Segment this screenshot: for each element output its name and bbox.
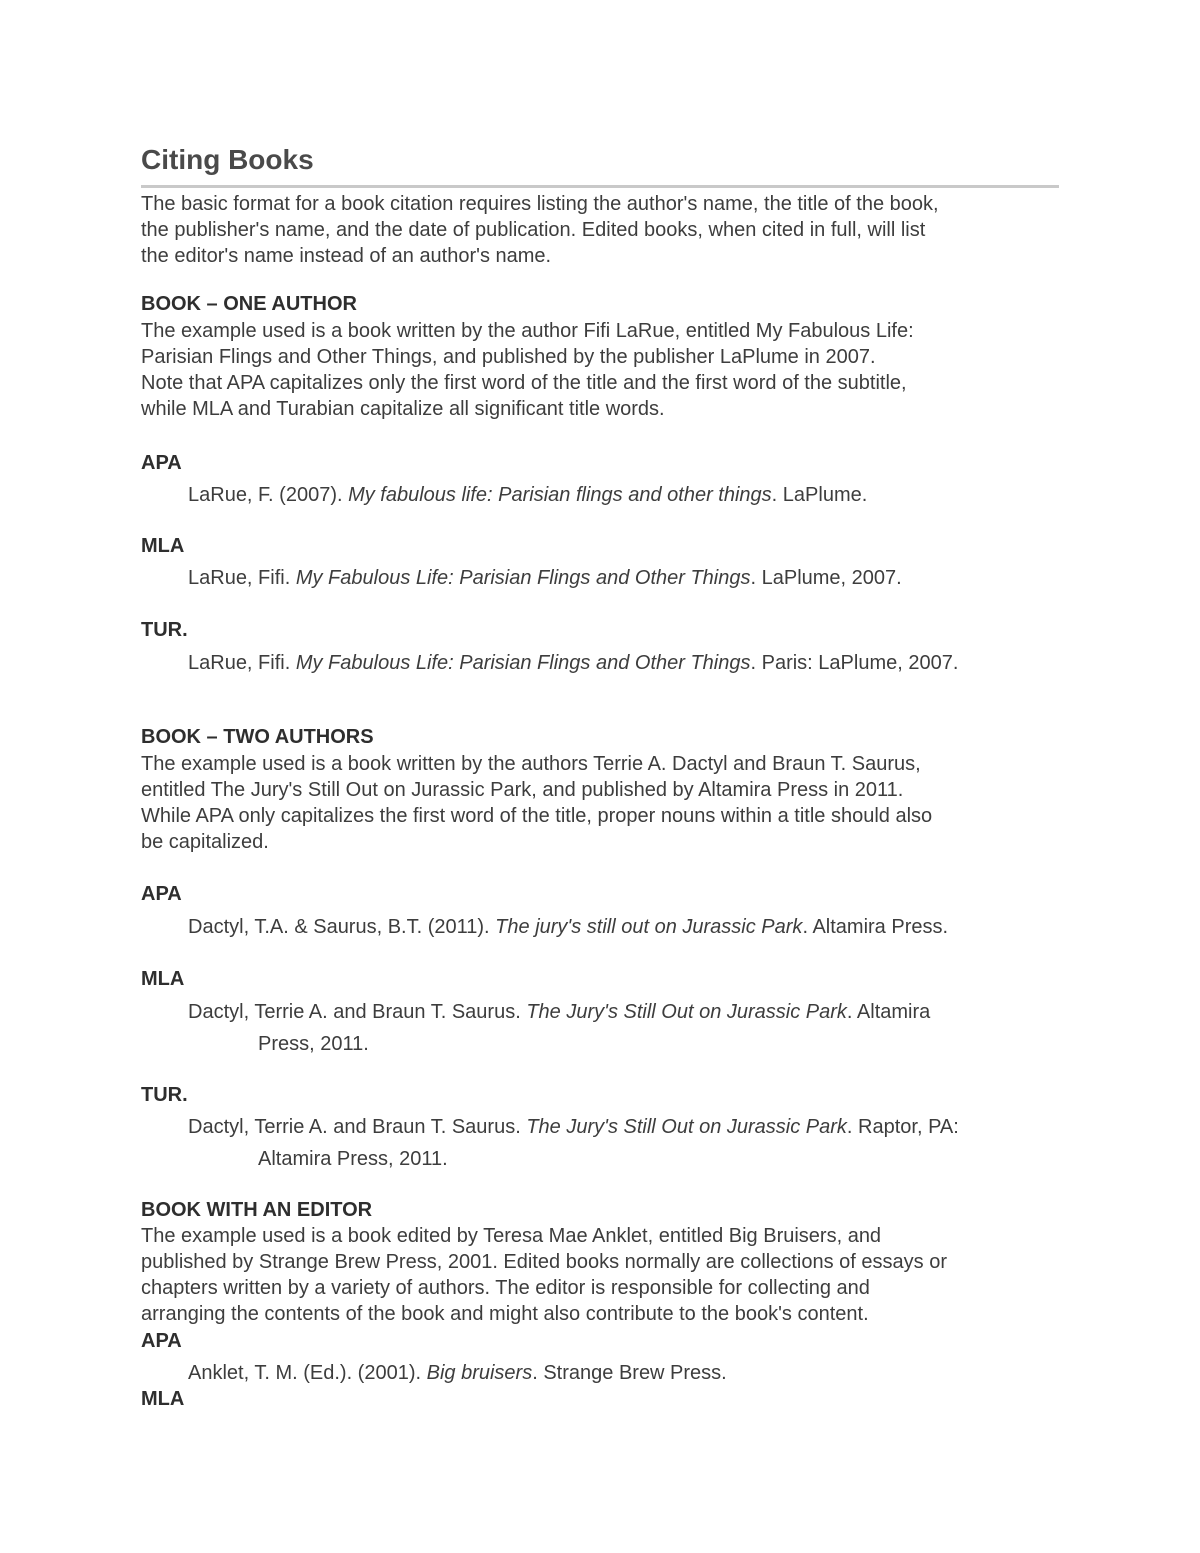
citation-title: Big bruisers xyxy=(426,1362,533,1384)
citation-tur-two-authors: Dactyl, Terrie A. and Braun T. Saurus. The Jury's Still Out on Jurassic Park. Raptor, PA: Altamira Press, 2011. xyxy=(188,1111,959,1175)
citation-apa-one-author: LaRue, F. (2007). My fabulous life: Parisian flings and other things. LaPlume. xyxy=(188,484,868,506)
style-label-mla: MLA xyxy=(141,535,185,557)
one-author-description xyxy=(141,318,1061,422)
intro-line: the publisher's name, and the date of publication. Edited books, when cited in full, will list xyxy=(141,219,926,241)
citation-title: My fabulous life: Parisian flings and other things xyxy=(348,484,772,506)
style-label-mla: MLA xyxy=(141,1388,185,1410)
intro-paragraph xyxy=(141,191,1061,269)
style-label-tur: TUR. xyxy=(141,1084,188,1106)
desc-line: Note that APA capitalizes only the first word of the title and the first word of the subtitle, xyxy=(141,372,907,394)
intro-line: The basic format for a book citation requires listing the author's name, the title of the book, xyxy=(141,193,939,215)
desc-line: entitled The Jury's Still Out on Jurassic Park, and published by Altamira Press in 2011. xyxy=(141,779,904,801)
section-heading-editor: BOOK WITH AN EDITOR xyxy=(141,1199,373,1221)
desc-line: while MLA and Turabian capitalize all significant title words. xyxy=(141,398,665,420)
citation-title: The Jury's Still Out on Jurassic Park xyxy=(526,1001,847,1023)
style-label-mla: MLA xyxy=(141,968,185,990)
page-title: Citing Books xyxy=(141,144,314,175)
style-label-apa: APA xyxy=(141,883,182,905)
citation-mla-one-author: LaRue, Fifi. My Fabulous Life: Parisian Flings and Other Things. LaPlume, 2007. xyxy=(188,567,902,589)
style-label-apa: APA xyxy=(141,452,182,474)
section-heading-one-author: BOOK – ONE AUTHOR xyxy=(141,293,357,315)
style-label-apa: APA xyxy=(141,1330,182,1352)
citation-continuation: Altamira Press, 2011. xyxy=(258,1148,448,1170)
citation-title: My Fabulous Life: Parisian Flings and Other Things xyxy=(295,567,751,589)
section-heading-two-authors: BOOK – TWO AUTHORS xyxy=(141,726,374,748)
desc-line: The example used is a book written by the author Fifi LaRue, entitled My Fabulous Life: xyxy=(141,320,914,342)
desc-line: The example used is a book edited by Teresa Mae Anklet, entitled Big Bruisers, and xyxy=(141,1225,882,1247)
editor-description xyxy=(141,1223,1061,1327)
desc-line: be capitalized. xyxy=(141,831,269,853)
style-label-tur: TUR. xyxy=(141,619,188,641)
citation-tur-one-author: LaRue, Fifi. My Fabulous Life: Parisian Flings and Other Things. Paris: LaPlume, 2007. xyxy=(188,652,959,674)
desc-line: arranging the contents of the book and might also contribute to the book's content. xyxy=(141,1303,869,1325)
desc-line: While APA only capitalizes the first word of the title, proper nouns within a title should also xyxy=(141,805,933,827)
citation-title: The Jury's Still Out on Jurassic Park xyxy=(526,1116,847,1138)
desc-line: Parisian Flings and Other Things, and published by the publisher LaPlume in 2007. xyxy=(141,346,876,368)
two-authors-description xyxy=(141,751,1061,855)
intro-line: the editor's name instead of an author's name. xyxy=(141,245,552,267)
citation-title: My Fabulous Life: Parisian Flings and Other Things xyxy=(295,652,751,674)
citation-title: The jury's still out on Jurassic Park xyxy=(495,916,803,938)
desc-line: chapters written by a variety of authors. The editor is responsible for collecting and xyxy=(141,1277,870,1299)
desc-line: published by Strange Brew Press, 2001. Edited books normally are collections of essays or xyxy=(141,1251,947,1273)
citation-continuation: Press, 2011. xyxy=(258,1033,369,1055)
citation-apa-two-authors: Dactyl, T.A. & Saurus, B.T. (2011). The jury's still out on Jurassic Park. Altamira Press. xyxy=(188,916,949,938)
title-divider xyxy=(141,185,1059,188)
desc-line: The example used is a book written by the authors Terrie A. Dactyl and Braun T. Saurus, xyxy=(141,753,921,775)
citation-apa-editor: Anklet, T. M. (Ed.). (2001). Big bruisers. Strange Brew Press. xyxy=(188,1362,727,1384)
citation-mla-two-authors: Dactyl, Terrie A. and Braun T. Saurus. The Jury's Still Out on Jurassic Park. Altamira Press, 2011. xyxy=(188,996,930,1060)
